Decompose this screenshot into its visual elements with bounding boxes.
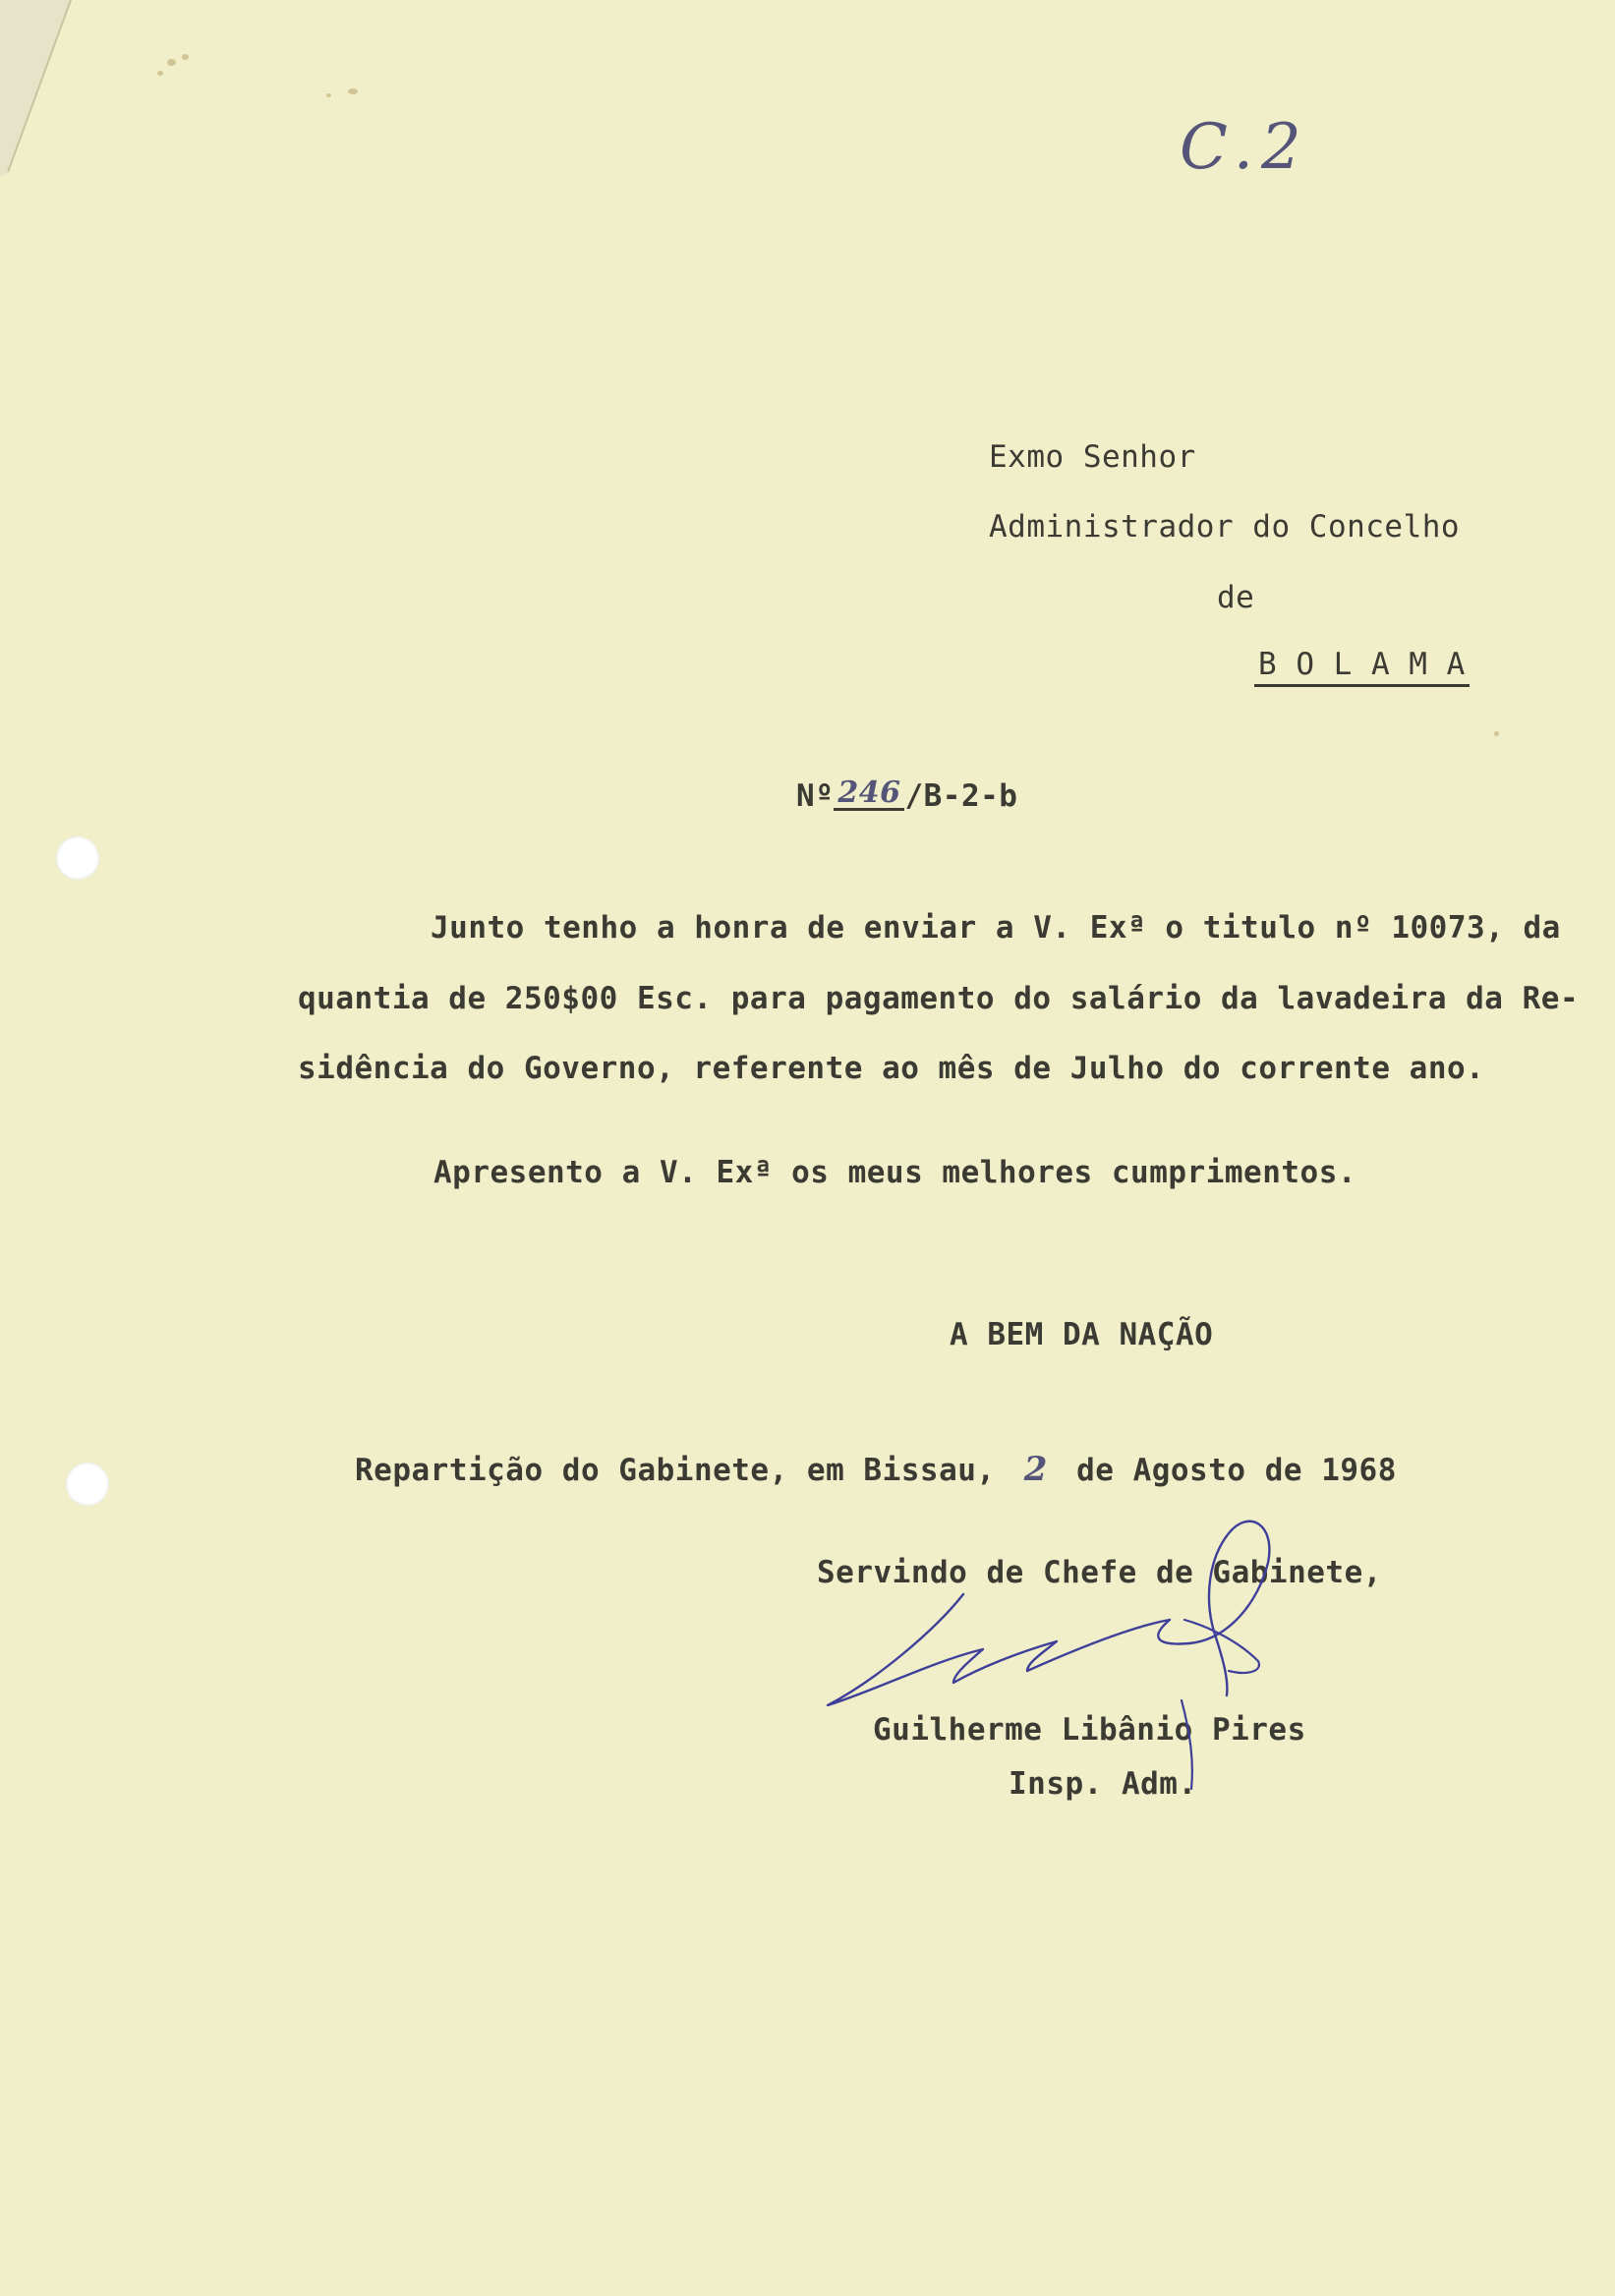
body-line-3: sidência do Governo, referente ao mês de Julho do corrente ano. (298, 1051, 1485, 1086)
addressee-title: Administrador do Concelho (989, 509, 1461, 545)
folded-corner (0, 0, 79, 177)
punch-hole-bottom (66, 1463, 109, 1506)
addressee-salutation: Exmo Senhor (989, 439, 1196, 475)
signatory-name: Guilherme Libânio Pires (873, 1712, 1306, 1748)
stain (167, 59, 176, 66)
addressee-place: B O L A M A (1254, 650, 1470, 687)
closing-line: Apresento a V. Exª os meus melhores cumprimentos. (433, 1155, 1357, 1190)
stain (157, 71, 163, 76)
stain (1494, 731, 1499, 736)
date-handwritten-day: 2 (1023, 1450, 1048, 1489)
body-line-2: quantia de 250$00 Esc. para pagamento do salário da lavadeira da Re- (298, 981, 1580, 1016)
stain (326, 93, 331, 97)
date-month-year: de Agosto de 1968 (1076, 1453, 1397, 1488)
date-line (355, 1450, 1397, 1489)
archive-mark: C.2 (1180, 111, 1309, 184)
stain (348, 88, 358, 94)
signatory-role: Servindo de Chefe de Gabinete, (817, 1555, 1382, 1590)
signatory-position: Insp. Adm. (1009, 1766, 1197, 1802)
date-place: Repartição do Gabinete, em Bissau, (355, 1453, 996, 1488)
handwritten-signature (816, 1504, 1406, 1818)
motto: A BEM DA NAÇÃO (950, 1317, 1214, 1352)
reference-handwritten-number: 246 (834, 778, 904, 811)
punch-hole-top (56, 836, 99, 880)
reference-prefix: Nº (796, 778, 835, 814)
stain (182, 54, 189, 60)
reference-suffix: /B-2-b (904, 778, 1018, 814)
body-line-1: Junto tenho a honra de enviar a V. Exª o titulo nº 10073, da (431, 910, 1561, 946)
addressee-preposition: de (1217, 580, 1255, 615)
reference-number (796, 775, 1018, 815)
